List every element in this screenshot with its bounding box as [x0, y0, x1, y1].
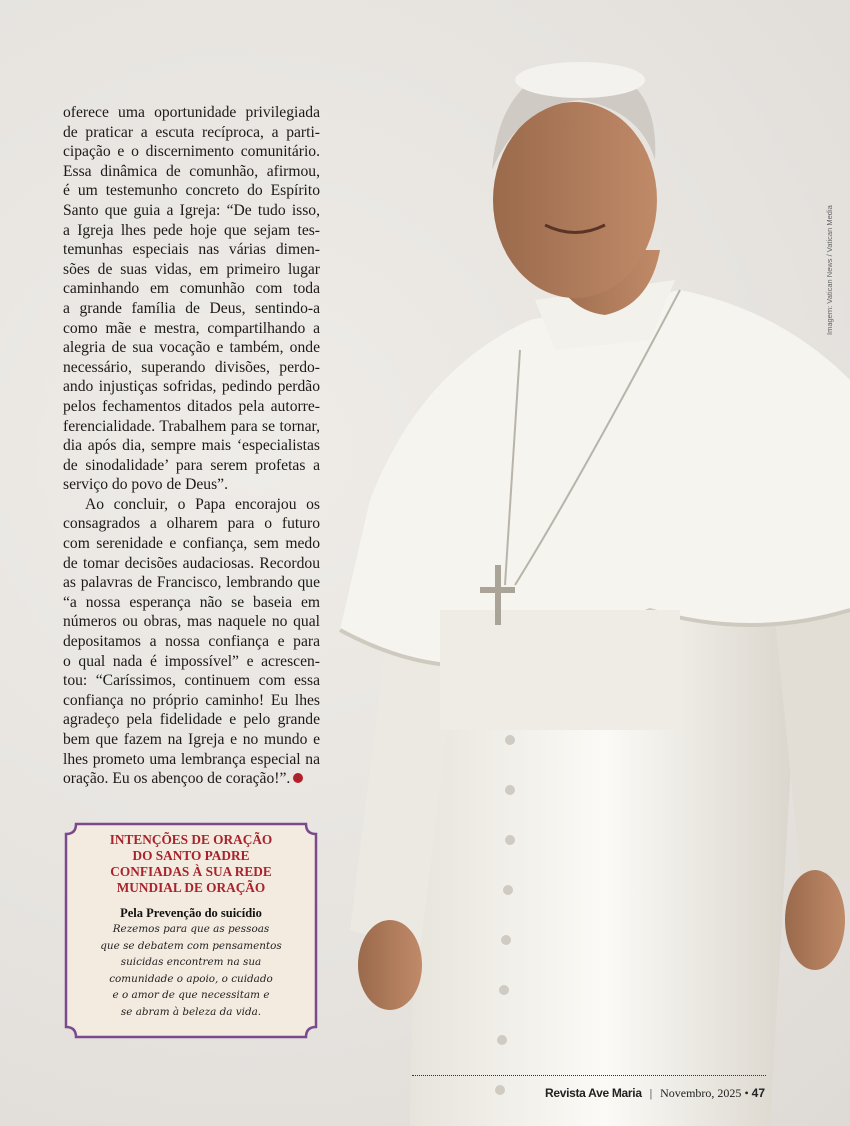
prayer-box-text-line: comunidade o apoio, o cuidado	[109, 972, 273, 985]
text-line: as palavras de Francisco, lembrando que	[63, 574, 320, 592]
text-line: consagrados a olharem para o futuro	[63, 515, 320, 533]
article-column	[63, 103, 320, 789]
page-number: 47	[751, 1086, 765, 1100]
text-line: com serenidade e confiança, sem medo	[63, 535, 320, 553]
photo-credit: Imagem: Vatican News / Vatican Media	[825, 205, 834, 335]
text-line: pelos fechamentos ditados pela autorre-	[63, 397, 320, 415]
issue-date: Novembro, 2025	[660, 1086, 742, 1100]
page-footer	[545, 1086, 765, 1101]
text-line: necessário, superando divisões, perdo-	[63, 358, 320, 376]
text-line: agradeço pela fidelidade e pelo grande	[63, 711, 320, 729]
text-line: bem que fazem na Igreja e no mundo e	[63, 731, 320, 748]
text-line: Santo que guia a Igreja: “De tudo isso,	[63, 201, 320, 219]
text-line: oferece uma oportunidade privilegiada	[63, 104, 320, 121]
text-line: a grande família de Deus, sentindo-a	[63, 299, 320, 317]
prayer-box-title-line: MUNDIAL DE ORAÇÃO	[116, 880, 266, 895]
prayer-box-text-line: suicidas encontrem na sua	[120, 956, 262, 968]
prayer-box-text-line: que se debatem com pensamentos	[100, 939, 282, 952]
prayer-box-title	[64, 832, 318, 896]
text-line: de sinodalidade’ para serem profetas a	[63, 456, 320, 474]
article-paragraph	[63, 495, 320, 789]
text-line: caminhando em comunhão com toda	[63, 280, 320, 298]
text-line: é um testemunho concreto do Espírito	[63, 182, 320, 200]
text-line: de tomar decisões audaciosas. Recordou	[63, 554, 320, 572]
end-mark-icon	[293, 773, 303, 783]
text-line: temunhas especiais nas várias dimen-	[63, 241, 320, 259]
magazine-name: Revista Ave Maria	[544, 1086, 642, 1100]
text-line: lhes prometo uma lembrança especial na	[63, 750, 320, 768]
prayer-box-subtitle: Pela Prevenção do suicídio	[120, 906, 262, 920]
text-line: números ou obras, mas naquele no qual	[63, 613, 320, 631]
text-line: dia após dia, sempre mais ‘especialistas	[63, 437, 320, 455]
text-line: o qual nada é impossível” e acrescen-	[63, 652, 320, 670]
text-line: ferencialidade. Trabalhem para se tornar,	[63, 417, 320, 435]
prayer-box-text-line: Rezemos para que as pessoas	[112, 923, 270, 935]
prayer-box-text-line: e o amor de que necessitam e	[112, 989, 270, 1001]
text-line: de praticar a escuta recíproca, a parti-	[63, 123, 320, 141]
text-line: serviço do povo de Deus”.	[63, 476, 228, 494]
prayer-box-title-line: DO SANTO PADRE	[132, 848, 250, 863]
text-line: sões de suas vidas, em primeiro lugar	[63, 260, 320, 278]
prayer-box-title-line: CONFIADAS À SUA REDE	[110, 864, 272, 879]
text-line: “a nossa esperança não se baseia em	[63, 593, 320, 611]
prayer-box-text-line: se abram à beleza da vida.	[120, 1005, 262, 1018]
pope-photo	[330, 50, 850, 1126]
text-line: oração. Eu os abençoo de coração!”.	[63, 769, 320, 789]
prayer-box-title-line: INTENÇÕES DE ORAÇÃO	[109, 832, 273, 847]
text-line: alegria de sua vocação e também, onde	[63, 339, 320, 357]
footer-bullet: •	[744, 1086, 749, 1100]
footer-divider	[412, 1075, 766, 1076]
text-line: Ao concluir, o Papa encorajou os	[85, 495, 320, 513]
text-line: a Igreja lhes pede hoje que sejam tes-	[63, 221, 320, 239]
footer-separator: |	[649, 1086, 653, 1100]
article-paragraph	[63, 103, 320, 495]
text-line: como mãe e mestra, compartilhando a	[63, 319, 320, 337]
text-line: cipação e o discernimento comunitário.	[63, 143, 320, 161]
text-line: confiança no próprio caminho! Eu lhes	[63, 691, 320, 709]
text-line: ando injustiças sofridas, pedindo perdão	[63, 378, 320, 396]
text-line: tou: “Caríssimos, continuem com essa	[63, 672, 320, 690]
prayer-box-text	[64, 921, 318, 1020]
text-line: depositamos a nossa confiança e para	[63, 633, 320, 651]
text-line: Essa dinâmica de comunhão, afirmou,	[63, 162, 320, 180]
prayer-intentions-box	[64, 822, 318, 1039]
